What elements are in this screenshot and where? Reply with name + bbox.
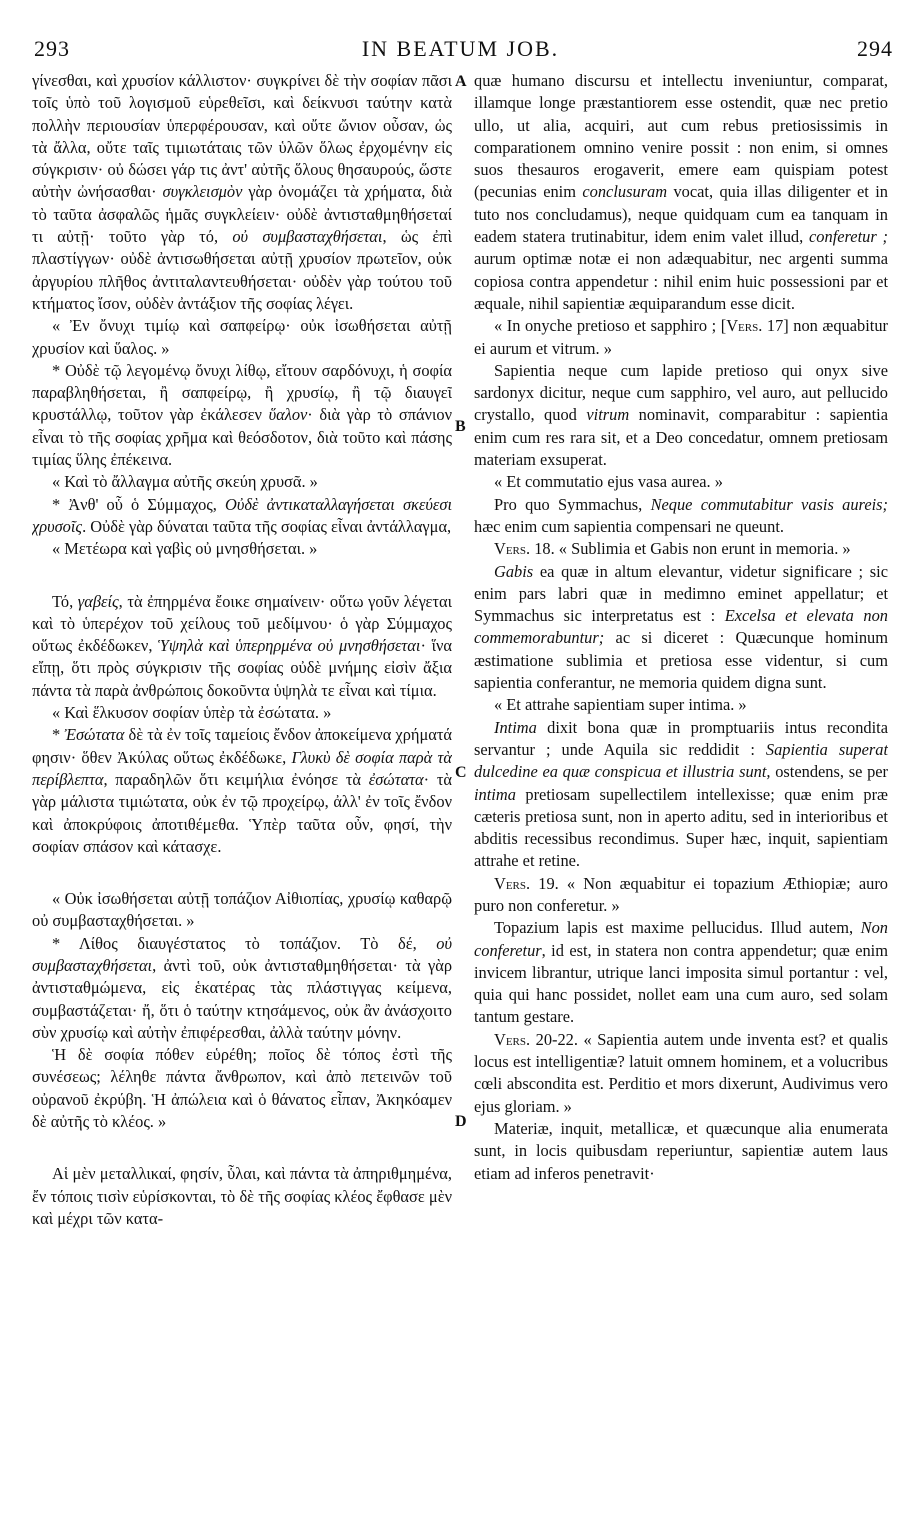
latin-paragraph: Topazium lapis est maxime pellucidus. Illud autem, Non conferetur, id est, in statera non contra appendetur; quæ enim invicem librantur, utrique lanci imposita simul portantur : vel, quia qui hanc possidet, nollet eam una cum auro, sed solam tantum gestare. <box>474 918 888 1027</box>
latin-paragraph: Materiæ, inquit, metallicæ, et quæcunque alia enumerata sunt, in locis quibusdam reperiuntur, sapientiæ autem laus etiam ad inferos penetravit· <box>474 1118 888 1183</box>
greek-paragraph: * Λίθος διαυγέστατος τὸ τοπάζιον. Τὸ δέ, οὐ συμβασταχθήσεται, ἀντὶ τοῦ, οὐκ ἀντισταθμηθήσεται· τὰ γὰρ ἀντισταθμώμενα, εἰς ἑκατέρας τὰς πλάστιγγας κείμενα, συμβαστάζεται· ἤ, ὅτι ὁ ταύτην κτησάμενος, οὐκ ἂν ἀνάσχοιτο σὺν χρυσίῳ καὶ αὐτὴν ἐπιφέρεσθαι, ἀλλὰ ταύτην μόνην. <box>32 933 452 1042</box>
greek-column <box>32 70 452 1532</box>
latin-paragraph: Gabis ea quæ in altum elevantur, videtur significare ; sic enim pars labri quæ in medimno eminet appellatur; et Symmachus sic interpretatus est : Excelsa et elevata non commemorabuntur; ac si diceret : Quæcunque hominum æstimatione sublimia et pretiosa esse videntur, si cum sapientia conferantur, ne memoria quidem digna sunt. <box>474 561 888 693</box>
greek-paragraph: * Ἐσώτατα δὲ τὰ ἐν τοῖς ταμείοις ἔνδον ἀποκείμενα χρήματά φησιν· ὅθεν Ἀκύλας οὕτως ἐκδέδωκε, Γλυκὺ δὲ σοφία παρὰ τὰ περίβλεπτα, παραδηλῶν ὅτι κειμήλια ἐνόησε τὰ ἐσώτατα· τὰ γὰρ μάλιστα τιμιώτατα, οὐκ ἐν τῷ προχείρῳ, ἀλλ' ἐν τοῖς ἔνδον καὶ ἀποκρύφοις ἀποτιθέμεθα. Ὑπὲρ ταῦτα οὖν, φησί, τὴν σοφίαν σπάσον καὶ κάτασχε. <box>32 725 452 856</box>
greek-verse-quote: « Οὐκ ἰσωθήσεται αὐτῇ τοπάζιον Αἰθιοπίας, χρυσίῳ καθαρῷ οὐ συμβασταχθήσεται. » <box>32 889 452 931</box>
greek-verse-quote: « Μετέωρα καὶ γαβὶς οὐ μνησθήσεται. » <box>52 539 318 559</box>
left-page-number: 293 <box>34 36 70 61</box>
greek-verse-quote: « Καὶ ἕλκυσον σοφίαν ὑπὲρ τὰ ἐσώτατα. » <box>52 703 332 723</box>
greek-verse-quote: Ἡ δὲ σοφία πόθεν εὑρέθη; ποῖος δὲ τόπος ἐστὶ τῆς συνέσεως; λέληθε πάντα ἄνθρωπον, καὶ ἀπὸ πετεινῶν τοῦ οὐρανοῦ ἐκρύβη. Ἡ ἀπώλεια καὶ ὁ θάνατος εἶπαν, Ἀκηκόαμεν δὲ αὐτῆς τὸ κλέος. » <box>32 1045 452 1132</box>
margin-marker-d: D <box>455 1113 467 1130</box>
greek-paragraph: * Οὐδὲ τῷ λεγομένῳ ὄνυχι λίθῳ, εἴτουν σαρδόνυχι, ἡ σοφία παραβληθήσεται, ἢ σαπφείρῳ, ἢ χρυσίῳ, ἢ τῷ διαυγεῖ κρυστάλλῳ, τοῦτον γὰρ ἐκάλεσεν ὕαλον· διὰ γὰρ τὸ σπάνιον εἶναι τὸ τῆς σοφίας χρῆμα καὶ θεόσδοτον, διὰ τοῦτο καὶ πάσης τιμίας ὕλης ἐπέκεινα. <box>32 360 452 470</box>
latin-verse-quote: Vers. 19. « Non æquabitur ei topazium Æthiopiæ; auro puro non conferetur. » <box>474 873 888 915</box>
greek-paragraph: Τό, γαβείς, τὰ ἐπηρμένα ἔοικε σημαίνειν· οὕτω γοῦν λέγεται καὶ τὸ ὑπερέχον τοῦ χείλους τοῦ μεδίμνου· ὁ γὰρ Σύμμαχος οὕτως ἐκδέδωκεν, Ὑψηλὰ καὶ ὑπερηρμένα οὐ μνησθήσεται· ἵνα εἴπῃ, ὅτι πρὸς σύγκρισιν τῆς σοφίας οὐδὲ μνήμης εἰσὶν ἄξια πάντα τὰ παρὰ ἀνθρώποις δοκοῦντα ὑψηλὰ τε εἶναι καὶ τίμια. <box>32 591 452 700</box>
latin-column <box>474 70 888 1532</box>
latin-verse-quote: « Et attrahe sapientiam super intima. » <box>494 695 747 715</box>
latin-paragraph: Intima dixit bona quæ in promptuariis intus recondita servantur ; unde Aquila sic reddidit : Sapientia superat dulcedine ea quæ conspicua et illustria sunt, ostendens, se per intima pretiosam supellectilem intellexisse; quæ enim præ cæteris pretiosa sunt, non in aperto aditu, sed in interioribus et abditis recessibus recondimus. Super hæc, inquit, sapientiam attrahe et retine. <box>474 717 888 871</box>
greek-paragraph: γίνεσθαι, καὶ χρυσίον κάλλιστον· συγκρίνει δὲ τὴν σοφίαν πᾶσι τοῖς ὑπὸ τοῦ λογισμοῦ εὑρεθεῖσι, καὶ δείκνυσι ταύτην κατὰ πολλὴν περιουσίαν ὑπερφέρουσαν, καὶ οὔτε ὤνιον οὖσαν, ὡς τὰ ἄλλα, οὔτε ταῖς τιμιωτάταις τῶν ὑλῶν ὅλως ἐρχομένην εἰς σύγκρισιν· οὐ δώσει γάρ τις ἀντ' αὐτῆς ὅλους θησαυρούς, ὥστε αὐτὴν ὠνήσασθαι· συγκλεισμὸν γὰρ ὀνομάζει τὰ χρήματα, διὰ τὸ ταῦτα ἀσφαλῶς ἡμᾶς συγκλείειν· οὐδὲ ἀντισταθμηθήσεταί τι αὐτῇ· τοῦτο γὰρ τό, οὐ συμβασταχθήσεται, ὡς ἐπὶ πλαστίγγων· οὐδὲ ἀντισωθήσεται αὐτῇ χρυσίον πρωτεῖον, οὐκ ἀργυρίου πλῆθος ἀντιταλαντευθήσεται· οὐδὲν γὰρ τούτου τοῦ κτήματος ἴσον, οὐδὲν ἀντάξιον τῆς σοφίας λέγει. <box>32 71 452 313</box>
latin-paragraph: quæ humano discursu et intellectu inveniuntur, comparat, illamque longe præstantiorem esse ostendit, quæ nec pretio ullo, ut alia, acquiri, aut cum rebus pretiosissimis in comparationem omnino venire possit : non enim, si omnes suos thesauros erogaverit, emere eam quispiam potest (pecunias enim conclusuram vocat, quia illas diligenter et in tuto nos concludamus), neque quidquam cum ea tanquam in eadem statera trutinabitur, idem enim valet illud, conferetur ; aurum optimæ notæ ei non adæquabitur, nec argenti summa copiosa contra appendetur : nihil enim huic possessioni par et æquale, nihil sapientiæ æquiparandum esse dicit. <box>474 71 888 313</box>
greek-paragraph: Αἱ μὲν μεταλλικαί, φησίν, ὗλαι, καὶ πάντα τὰ ἀπηριθμημένα, ἔν τόποις τισὶν εὑρίσκονται, τὸ δὲ τῆς σοφίας κλέος ἔφθασε μὲν καὶ μέχρι τῶν κατα- <box>32 1164 452 1228</box>
margin-marker-a: A <box>455 73 467 90</box>
greek-paragraph: * Ἀνθ' οὗ ὁ Σύμμαχος, Οὐδὲ ἀντικαταλλαγήσεται σκεύεσι χρυσοῖς. Οὐδὲ γὰρ δύναται ταῦτα τῆς σοφίας εἶναι ἀντάλλαγμα, <box>32 494 452 536</box>
greek-verse-quote: « Καὶ τὸ ἄλλαγμα αὐτῆς σκεύη χρυσᾶ. » <box>52 472 318 492</box>
latin-paragraph: Pro quo Symmachus, Neque commutabitur vasis aureis; hæc enim cum sapientia compensari ne queunt. <box>474 494 888 536</box>
latin-verse-quote: « In onyche pretioso et sapphiro ; [Vers. 17] non æquabitur ei aurum et vitrum. » <box>474 316 888 358</box>
latin-verse-quote: Vers. 18. « Sublimia et Gabis non erunt in memoria. » <box>494 539 851 559</box>
margin-marker-c: C <box>455 764 467 781</box>
right-page-number: 294 <box>857 36 893 61</box>
running-header <box>0 0 921 66</box>
running-title: IN BEATUM JOB. <box>361 36 560 61</box>
latin-paragraph: Sapientia neque cum lapide pretioso qui onyx sive sardonyx dicitur, neque cum sapphiro, vel auro, aut pellucido crystallo, quod vitrum nominavit, comparabitur : sapientia enim cum res rara sit, et a Deo concedatur, omnem pretiosam materiam exsuperat. <box>474 360 888 470</box>
latin-verse-quote: « Et commutatio ejus vasa aurea. » <box>494 472 723 492</box>
margin-marker-b: B <box>455 418 466 435</box>
latin-verse-quote: Vers. 20-22. « Sapientia autem unde inventa est? et qualis locus est intelligentiæ? latuit omnem hominem, et a volucribus cœli abscondita est. Perditio et mors dixerunt, Audivimus vero ejus gloriam. » <box>474 1029 888 1116</box>
greek-verse-quote: « Ἐν ὄνυχι τιμίῳ καὶ σαπφείρῳ· οὐκ ἰσωθήσεται αὐτῇ χρυσίον καὶ ὕαλος. » <box>32 316 452 358</box>
